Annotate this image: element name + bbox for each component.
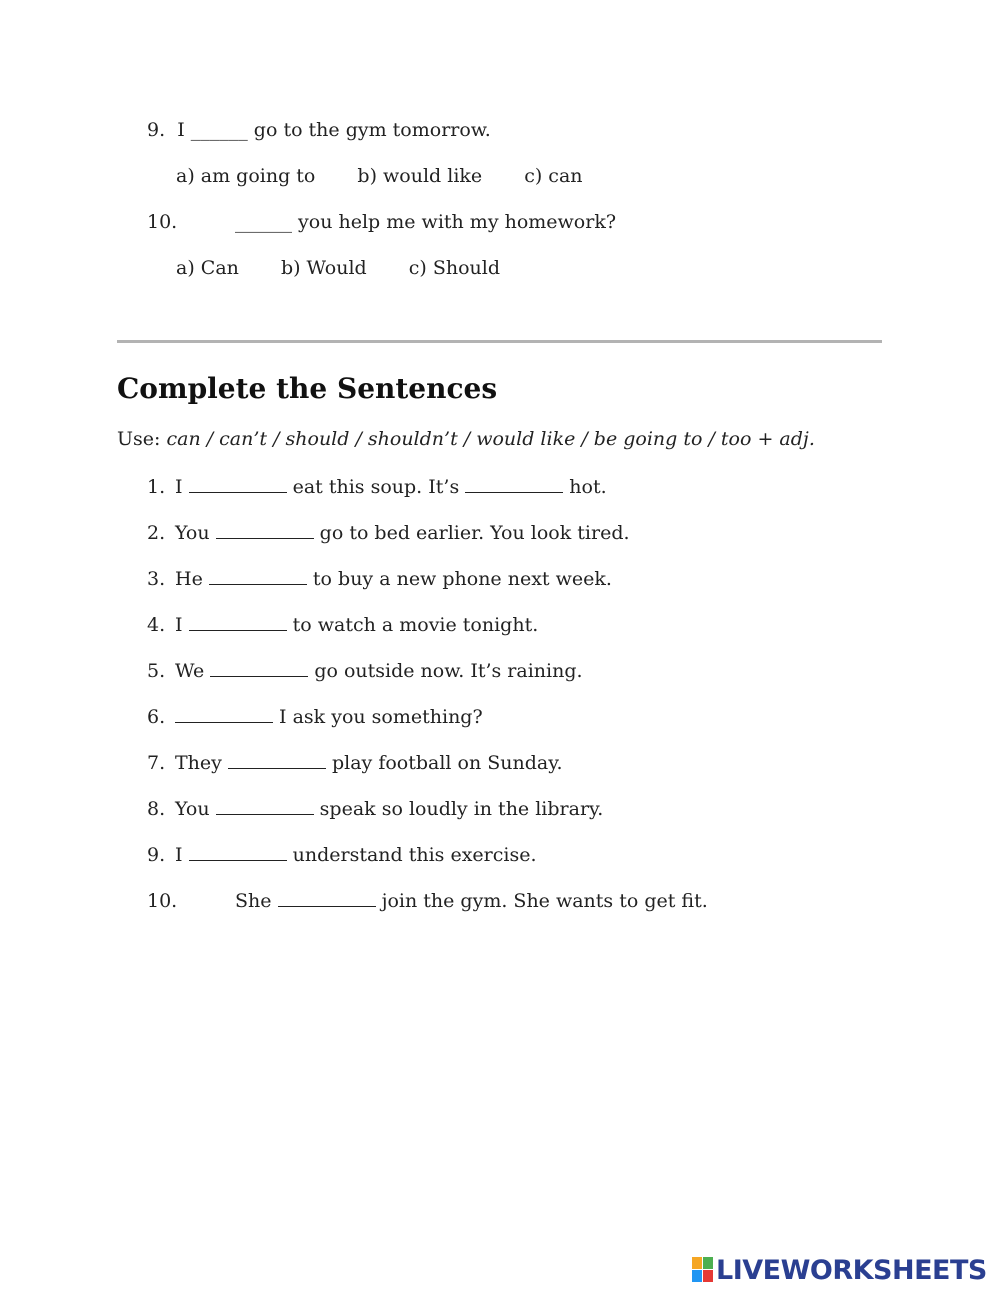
word-bank [117,428,815,450]
answer-blank[interactable]: ______ [235,211,292,233]
option-b[interactable]: b) Would [280,257,367,279]
option-a[interactable]: a) am going to [176,165,316,187]
answer-blank[interactable] [189,842,287,861]
sentence-item-3 [147,566,612,591]
question-10 [147,210,616,234]
option-c[interactable]: c) Should [408,257,501,279]
item-text: I ask you something? [279,706,483,728]
item-number: 6. [147,706,166,728]
item-subject: I [175,614,183,636]
section-divider [117,340,882,343]
answer-blank[interactable] [189,612,287,631]
sentence-item-6 [147,704,483,729]
item-number: 4. [147,614,166,636]
item-number: 9. [147,844,166,866]
question-subject: I [177,119,185,141]
sentence-item-4 [147,612,538,637]
option-b[interactable]: b) would like [357,165,483,187]
item-text: go outside now. It’s raining. [314,660,583,682]
item-text: to buy a new phone next week. [312,568,612,590]
option-a[interactable]: a) Can [176,257,239,279]
answer-blank[interactable] [175,704,273,723]
item-number: 1. [147,476,166,498]
item-subject: She [235,890,272,912]
item-number: 2. [147,522,166,544]
answer-blank[interactable] [465,474,563,493]
sentence-item-8 [147,796,603,821]
item-text: play football on Sunday. [331,752,563,774]
item-number: 8. [147,798,166,820]
answer-blank[interactable] [189,474,287,493]
item-text: understand this exercise. [292,844,537,866]
section-title: Complete the Sentences [117,372,498,405]
item-number: 7. [147,752,166,774]
item-subject: He [175,568,203,590]
answer-blank[interactable] [216,796,314,815]
item-text: go to bed earlier. You look tired. [319,522,630,544]
question-number: 9. [147,119,166,141]
logo-mark-icon [692,1257,714,1283]
item-text: eat this soup. It’s [292,476,460,498]
question-number: 10. [147,211,178,233]
item-number: 3. [147,568,166,590]
answer-blank[interactable] [278,888,376,907]
item-subject: They [175,752,222,774]
sentence-item-1 [147,474,607,499]
item-text: speak so loudly in the library. [319,798,604,820]
word-bank-label: Use: [117,428,161,450]
item-subject: I [175,476,183,498]
sentence-item-7 [147,750,563,775]
answer-blank[interactable]: ______ [190,119,248,141]
answer-blank[interactable] [228,750,326,769]
sentence-item-2 [147,520,630,545]
answer-blank[interactable] [210,658,308,677]
option-c[interactable]: c) can [524,165,583,187]
logo-brand-text: LIVEWORKSHEETS [716,1254,987,1286]
question-text: go to the gym tomorrow. [253,119,491,141]
item-subject: We [175,660,205,682]
question-9-options [176,164,583,188]
item-subject: You [175,522,210,544]
item-number: 10. [147,890,178,912]
sentence-item-9 [147,842,537,867]
question-text: you help me with my homework? [298,211,617,233]
item-subject: You [175,798,210,820]
item-text-end: hot. [569,476,607,498]
word-bank-words: can / can’t / should / shouldn’t / would like / be going to / too + adj. [166,428,815,450]
question-10-options [176,256,500,280]
item-text: join the gym. She wants to get fit. [381,890,708,912]
item-text: to watch a movie tonight. [292,614,539,636]
sentence-item-5 [147,658,583,683]
answer-blank[interactable] [209,566,307,585]
sentence-item-10 [147,888,708,913]
answer-blank[interactable] [216,520,314,539]
liveworksheets-logo [692,1254,987,1286]
item-number: 5. [147,660,166,682]
question-9 [147,118,491,142]
item-subject: I [175,844,183,866]
